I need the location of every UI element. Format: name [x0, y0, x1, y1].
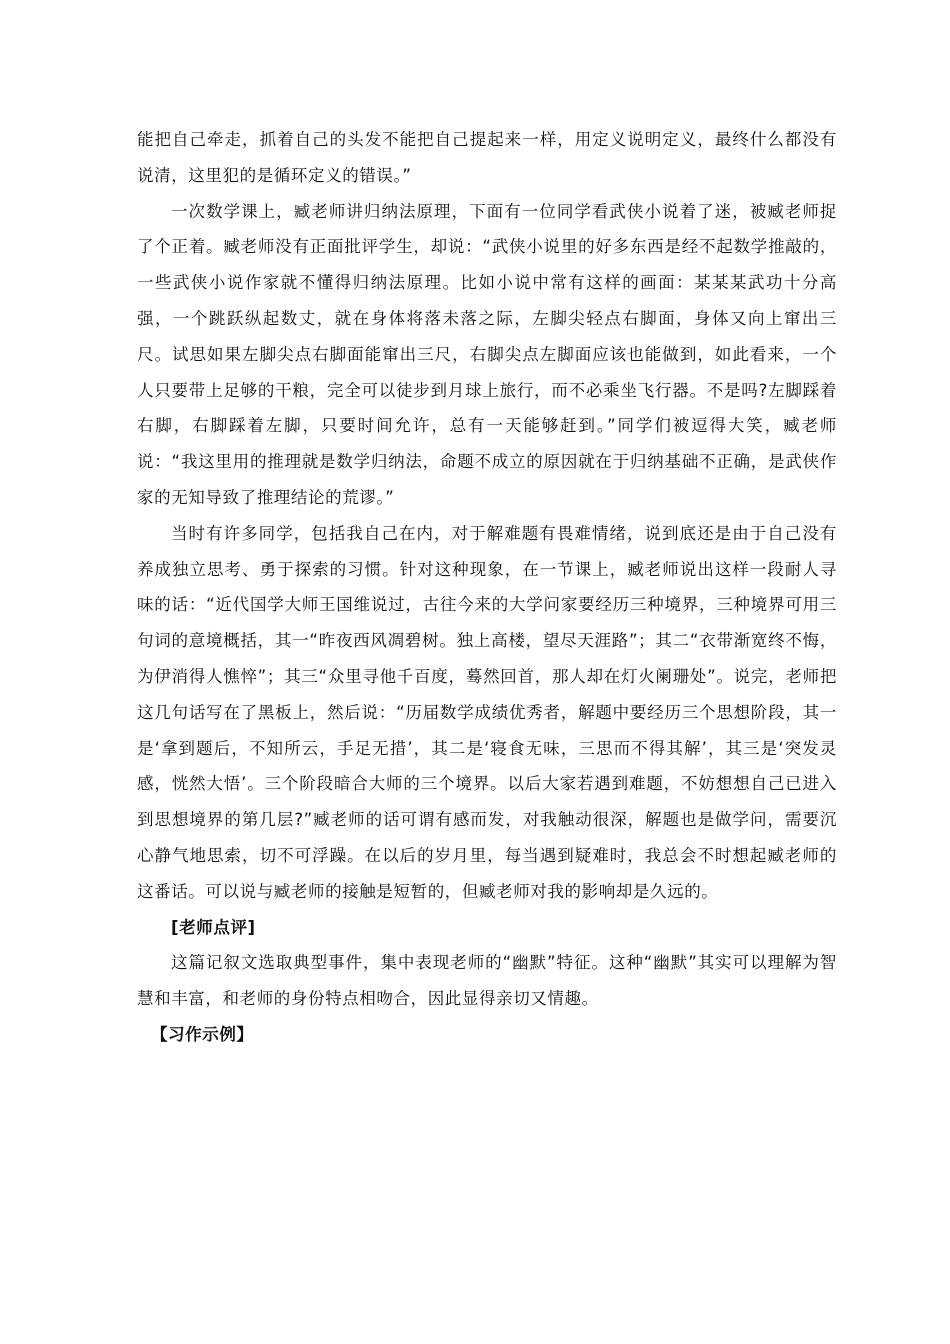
- example-heading: 【习作示例】: [151, 1024, 254, 1044]
- paragraph-induction-story: 一次数学课上，臧老师讲归纳法原理，下面有一位同学看武侠小说着了迷，被臧老师捉了个正着。臧老师没有正面批评学生，却说：“武侠小说里的好多东西是经不起数学推敲的，一些武侠小说作家就不懂得归纳法原理。比如小说中常有这样的画面：某某某武功十分高强，一个跳跃纵起数丈，就在身体将落未落之际，左脚尖轻点右脚面，身体又向上窜出三尺。试思如果左脚尖点右脚面能窜出三尺，右脚尖点左脚面应该也能做到，如此看来，一个人只要带上足够的干粮，完全可以徒步到月球上旅行，而不必乘坐飞行器。不是吗?左脚踩着右脚，右脚踩着左脚，只要时间允许，总有一天能够赶到。”同学们被逗得大笑，臧老师说：“我这里用的推理就是数学归纳法，命题不成立的原因就在于归纳基础不正确，是武侠作家的无知导致了推理结论的荒谬。”: [137, 201, 837, 507]
- teacher-comment-heading: [老师点评]: [171, 917, 256, 937]
- paragraph-three-realms: 当时有许多同学，包括我自己在内，对于解难题有畏难情绪，说到底还是由于自己没有养成独立思考、勇于探索的习惯。针对这种现象，在一节课上，臧老师说出这样一段耐人寻味的话：“近代国学大师王国维说过，古往今来的大学问家要经历三种境界，三种境界可用三句词的意境概括，其一“昨夜西风凋碧树。独上高楼，望尽天涯路”；其二“衣带渐宽终不悔，为伊消得人憔悴”；其三“众里寻他千百度，蓦然回首，那人却在灯火阑珊处”。说完，老师把这几句话写在了黑板上，然后说：“历届数学成绩优秀者，解题中要经历三个思想阶段，其一是‘拿到题后，不知所云，手足无措’，其二是‘寝食无味，三思而不得其解’，其三是‘突发灵感，恍然大悟’。三个阶段暗合大师的三个境界。以后大家若遇到难题，不妨想想自己已进入到思想境界的第几层?”臧老师的话可谓有感而发，对我触动很深，解题也是做学问，需要沉心静气地思索，切不可浮躁。在以后的岁月里，每当遇到疑难时，我总会不时想起臧老师的这番话。可以说与臧老师的接触是短暂的，但臧老师对我的影响却是久远的。: [137, 523, 837, 901]
- paragraph-continuation: 能把自己牵走，抓着自己的头发不能把自己提起来一样，用定义说明定义，最终什么都没有说清，这里犯的是循环定义的错误。”: [137, 130, 837, 185]
- document-body: [137, 122, 837, 1053]
- paragraph-teacher-comment: 这篇记叙文选取典型事件，集中表现老师的“幽默”特征。这种“幽默”其实可以理解为智慧和丰富，和老师的身份特点相吻合，因此显得亲切又情趣。: [137, 953, 837, 1009]
